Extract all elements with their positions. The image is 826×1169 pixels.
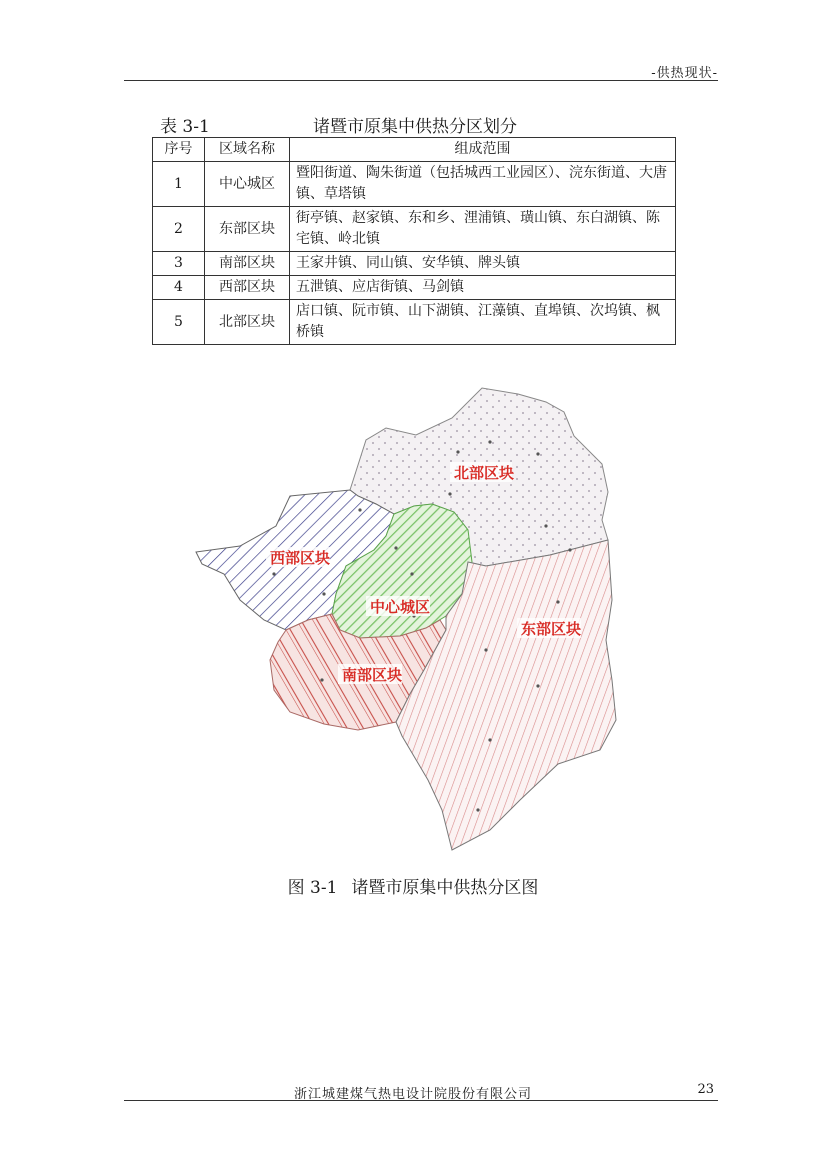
zone-map <box>190 380 636 860</box>
running-header: -供热现状- <box>651 66 718 81</box>
zone-scope: 王家井镇、同山镇、安华镇、牌头镇 <box>290 252 676 276</box>
south-block-label: 南部区块 <box>342 666 403 684</box>
figure-number: 图 3-1 <box>287 878 338 898</box>
footer-company: 浙江城建煤气热电设计院股份有限公司 <box>293 1087 532 1102</box>
zone-scope: 暨阳街道、陶朱街道（包括城西工业园区）、浣东街道、大唐镇、草塔镇 <box>290 162 676 207</box>
table-row <box>153 207 676 252</box>
page-number: 23 <box>697 1082 714 1097</box>
north-block-label: 北部区块 <box>454 464 515 482</box>
row-number: 1 <box>153 162 205 207</box>
west-block-label: 西部区块 <box>270 549 331 567</box>
column-header: 区域名称 <box>205 138 290 162</box>
row-number: 4 <box>153 276 205 300</box>
row-number: 2 <box>153 207 205 252</box>
table-row <box>153 252 676 276</box>
row-number: 5 <box>153 300 205 345</box>
table-number: 表 3-1 <box>160 117 210 137</box>
zone-map-svg <box>190 380 636 860</box>
footer-rule <box>124 1100 718 1101</box>
table-row <box>153 276 676 300</box>
zone-name: 东部区块 <box>205 207 290 252</box>
zone-name: 中心城区 <box>205 162 290 207</box>
column-header: 序号 <box>153 138 205 162</box>
figure-caption <box>0 873 826 898</box>
zone-scope: 街亭镇、赵家镇、东和乡、浬浦镇、璜山镇、东白湖镇、陈宅镇、岭北镇 <box>290 207 676 252</box>
table-title: 诸暨市原集中供热分区划分 <box>313 117 517 137</box>
center-district-label: 中心城区 <box>370 598 431 616</box>
table-row <box>153 300 676 345</box>
heating-zone-table <box>152 137 676 345</box>
east-block-label: 东部区块 <box>521 620 582 638</box>
column-header: 组成范围 <box>290 138 676 162</box>
row-number: 3 <box>153 252 205 276</box>
zone-name: 南部区块 <box>205 252 290 276</box>
zone-scope: 店口镇、阮市镇、山下湖镇、江藻镇、直埠镇、次坞镇、枫桥镇 <box>290 300 676 345</box>
zone-name: 北部区块 <box>205 300 290 345</box>
zone-scope: 五泄镇、应店街镇、马剑镇 <box>290 276 676 300</box>
table-header-row <box>153 138 676 162</box>
header-rule <box>124 80 718 81</box>
table-row <box>153 162 676 207</box>
zone-name: 西部区块 <box>205 276 290 300</box>
figure-title: 诸暨市原集中供热分区图 <box>351 878 539 898</box>
